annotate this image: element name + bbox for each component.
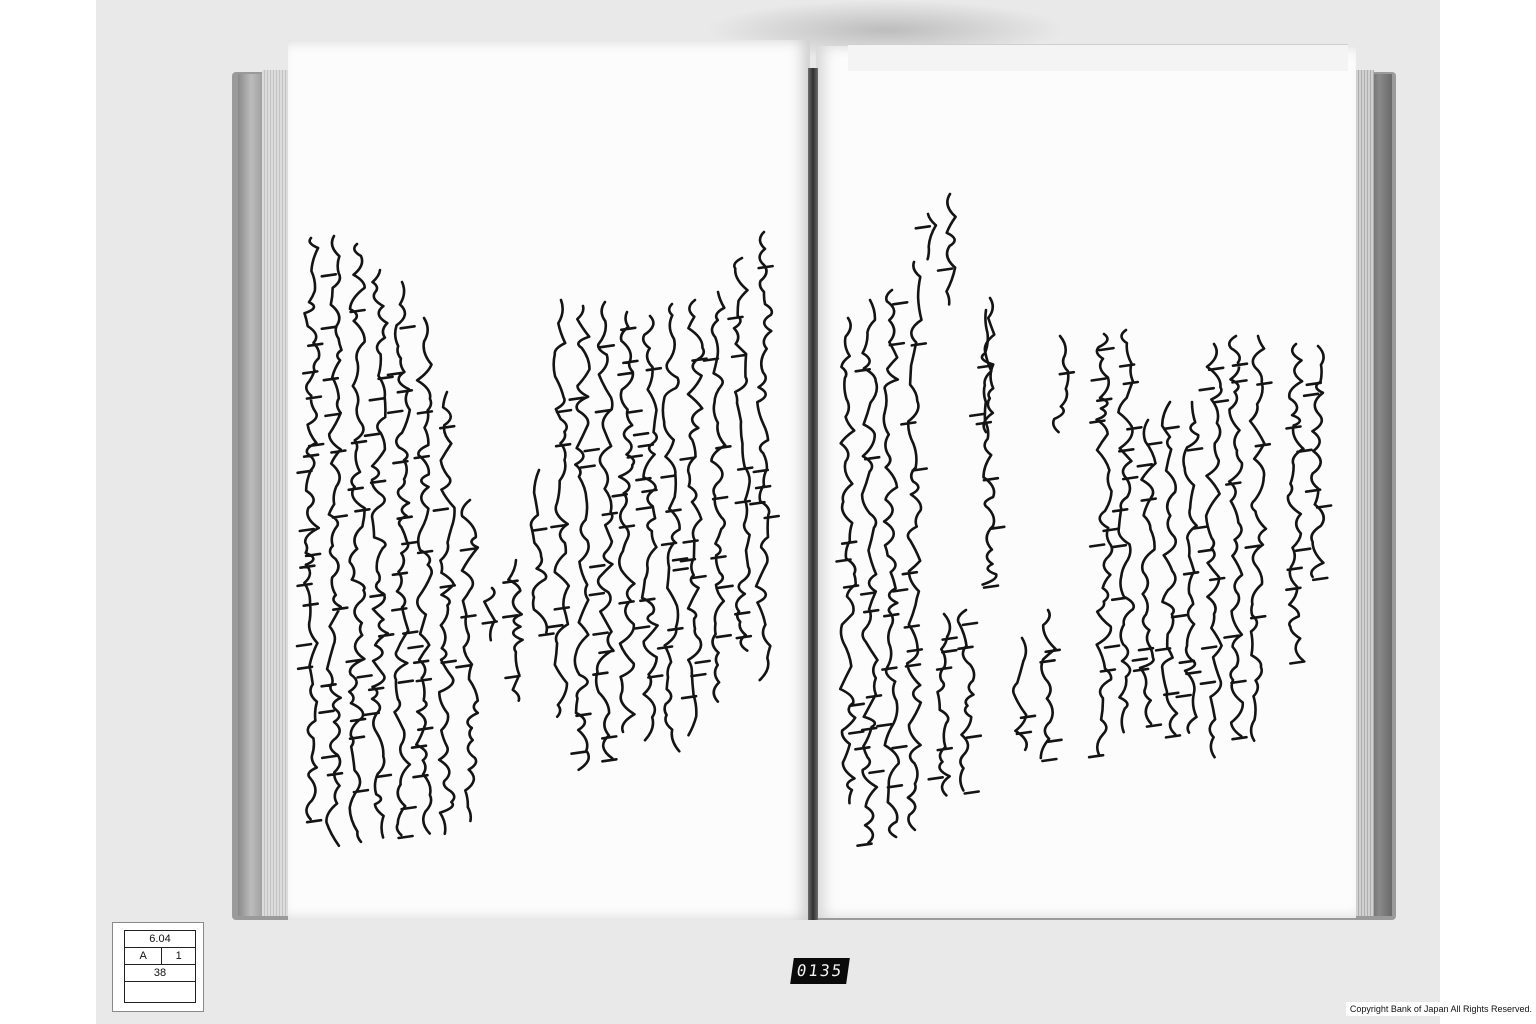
- handwritten-column: [1013, 638, 1035, 750]
- handwritten-column: [681, 300, 710, 735]
- handwritten-column: [729, 258, 753, 651]
- handwritten-column: [929, 614, 957, 795]
- label-series: A: [125, 948, 162, 965]
- handwritten-column: [409, 318, 433, 834]
- handwritten-column: [320, 236, 348, 846]
- handwritten-column: [658, 304, 688, 751]
- copyright-notice: Copyright Bank of Japan All Rights Reserved.: [1346, 1002, 1536, 1016]
- handwritten-column: [570, 306, 599, 770]
- handwritten-column: [297, 238, 323, 822]
- handwritten-column: [1225, 336, 1248, 739]
- handwritten-column: [388, 282, 417, 838]
- handwritten-column: [958, 610, 981, 794]
- label-code: 6.04: [125, 931, 196, 948]
- handwritten-column: [548, 300, 571, 717]
- handwritten-column: [1112, 330, 1142, 732]
- handwritten-column: [938, 194, 956, 304]
- handwritten-column: [1304, 346, 1331, 580]
- handwritten-column: [1156, 402, 1186, 737]
- right-page-handwriting: [837, 194, 1332, 846]
- handwritten-column: [347, 244, 372, 842]
- handwritten-column: [750, 232, 778, 680]
- handwritten-column: [1286, 344, 1311, 664]
- handwritten-column: [613, 312, 642, 732]
- handwritten-column: [365, 270, 393, 838]
- handwritten-column: [503, 560, 522, 701]
- handwritten-column: [483, 588, 497, 640]
- handwritten-column: [877, 290, 907, 837]
- handwritten-column: [1053, 336, 1074, 432]
- handwritten-column: [1041, 610, 1062, 761]
- handwritten-column: [1133, 420, 1162, 727]
- handwritten-column: [977, 298, 1005, 588]
- handwritten-column: [1246, 336, 1272, 741]
- handwritten-column: [590, 302, 617, 761]
- handwritten-column: [1199, 344, 1228, 757]
- left-page-handwriting: [297, 232, 779, 846]
- handwritten-column: [916, 214, 936, 259]
- handwritten-column: [837, 318, 864, 803]
- label-blank-row: [125, 982, 196, 1003]
- handwritten-column: [901, 262, 926, 830]
- handwritten-column: [855, 300, 883, 846]
- handwritten-column: [456, 500, 477, 821]
- handwritten-column: [704, 292, 733, 702]
- archive-label-table: [124, 930, 196, 1003]
- frame-number: 0135: [790, 958, 850, 984]
- handwritten-column: [634, 316, 662, 740]
- handwritten-column: [434, 392, 456, 834]
- label-item: 38: [125, 965, 196, 982]
- label-volume: 1: [162, 948, 196, 965]
- handwritten-column: [531, 470, 554, 636]
- handwritten-column: [970, 310, 993, 432]
